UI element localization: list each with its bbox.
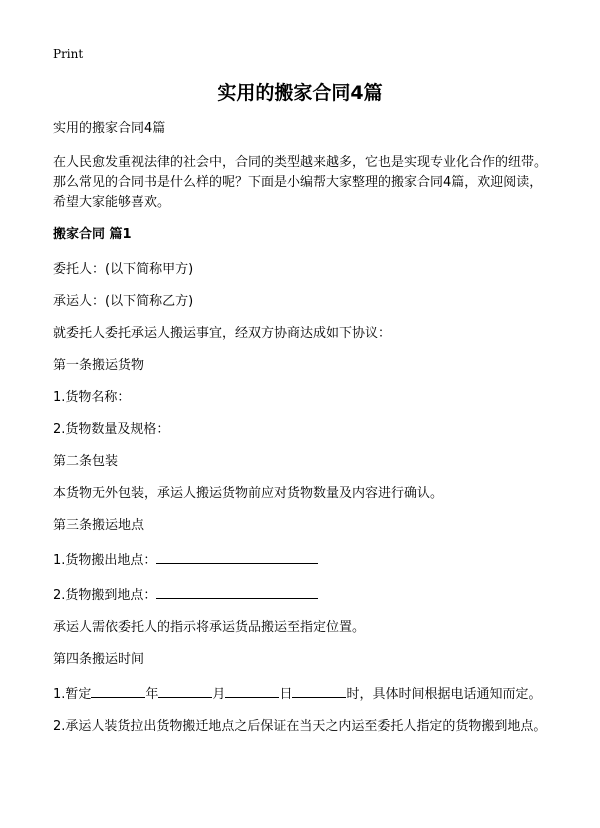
article4-title: 第四条搬运时间 bbox=[53, 652, 145, 667]
document-title: 实用的搬家合同4篇 bbox=[217, 82, 383, 104]
year-blank bbox=[91, 682, 145, 698]
intro-paragraph: 在人民愈发重视法律的社会中，合同的类型越来越多，它也是实现专业化合作的纽带。那么常见的合同书是什么样的呢？下面是小编帮大家整理的搬家合同4篇，欢迎阅读，希望大家能够喜欢。 bbox=[53, 155, 548, 210]
article2-title: 第二条包装 bbox=[53, 454, 119, 469]
carrier-line: 承运人：(以下简称乙方) bbox=[53, 294, 194, 309]
article3-item2-label: 2.货物搬到地点： bbox=[53, 588, 157, 603]
article1-item2: 2.货物数量及规格： bbox=[53, 422, 170, 437]
subtitle: 实用的搬家合同4篇 bbox=[53, 121, 166, 136]
article1-title: 第一条搬运货物 bbox=[53, 358, 145, 373]
month-label: 月 bbox=[212, 687, 226, 702]
day-blank bbox=[225, 682, 279, 698]
article4-item1-suffix: 时，具体时间根据电话通知而定。 bbox=[346, 687, 542, 702]
article3-text: 承运人需依委托人的指示将承运货品搬运至指定位置。 bbox=[53, 620, 366, 635]
article3-item2 bbox=[53, 583, 553, 606]
article3-item1-label: 1.货物搬出地点： bbox=[53, 553, 157, 568]
departure-blank bbox=[156, 548, 318, 564]
year-label: 年 bbox=[145, 687, 159, 702]
destination-blank bbox=[156, 583, 318, 599]
document-body bbox=[53, 119, 553, 737]
agreement-line: 就委托人委托承运人搬运事宜，经双方协商达成如下协议： bbox=[53, 326, 392, 341]
article3-title: 第三条搬运地点 bbox=[53, 518, 145, 533]
article1-item1: 1.货物名称： bbox=[53, 390, 131, 405]
month-blank bbox=[158, 682, 212, 698]
section-title: 搬家合同 篇1 bbox=[53, 227, 132, 242]
article4-item1 bbox=[53, 682, 553, 705]
article4-item2: 2.承运人装货拉出货物搬迁地点之后保证在当天之内运至委托人指定的货物搬到地点。 bbox=[53, 719, 547, 734]
article2-text: 本货物无外包装，承运人搬运货物前应对货物数量及内容进行确认。 bbox=[53, 486, 444, 501]
article3-item1 bbox=[53, 548, 553, 571]
article4-item1-prefix: 1.暂定 bbox=[53, 687, 92, 702]
print-link[interactable]: Print bbox=[53, 47, 84, 61]
hour-blank bbox=[292, 682, 346, 698]
day-label: 日 bbox=[279, 687, 293, 702]
client-line: 委托人：(以下简称甲方) bbox=[53, 262, 194, 277]
